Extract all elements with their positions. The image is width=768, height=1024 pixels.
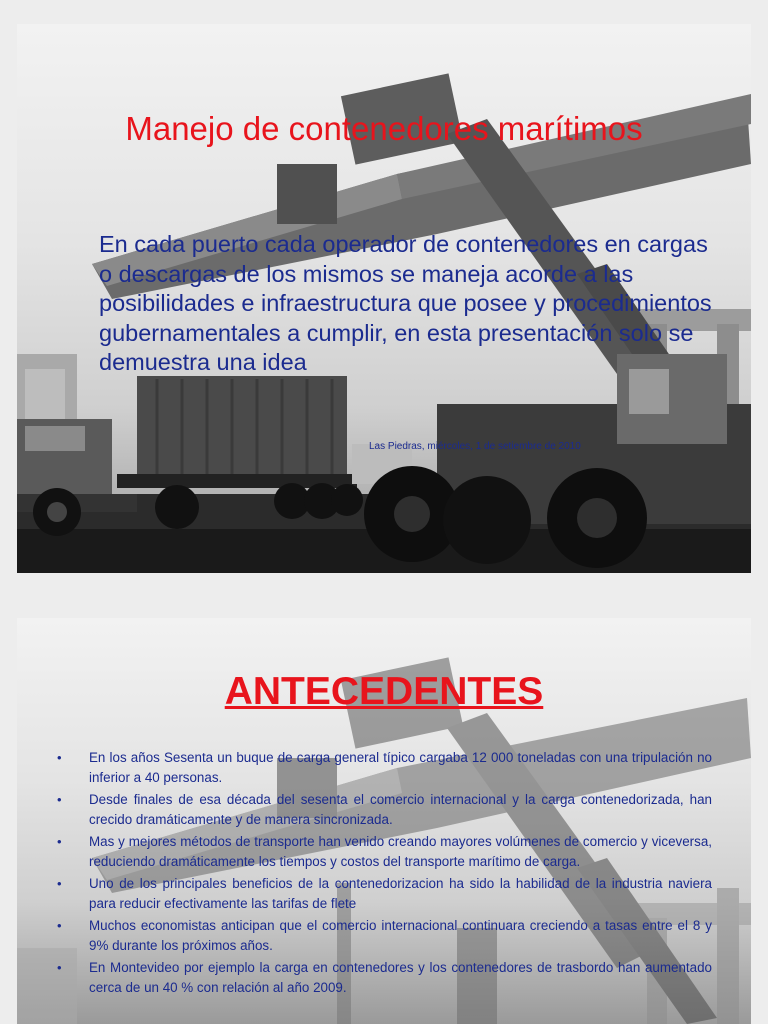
list-item: • En los años Sesenta un buque de carga general típico cargaba 12 000 toneladas con una tripulación no inferior a 40 personas. <box>57 750 712 785</box>
bullet-icon: • <box>57 792 62 807</box>
slide-title: Manejo de contenedores marítimos <box>125 110 643 147</box>
slide-1 <box>17 24 751 573</box>
list-item: • Muchos economistas anticipan que el comercio internacional continuara creciendo a tasas entre el 8 y 9% durante los próximos años. <box>57 918 712 953</box>
slide-2 <box>17 618 751 1024</box>
bullet-icon: • <box>57 750 62 765</box>
list-item: • En Montevideo por ejemplo la carga en contenedores y los contenedores de trasbordo han aumentado cerca de un 40 % con relación al año 2009. <box>57 960 712 995</box>
bullet-icon: • <box>57 960 62 975</box>
bullet-icon: • <box>57 834 62 849</box>
slide-date: Las Piedras, miércoles, 1 de setiembre de 2010 <box>369 441 581 452</box>
slide-body-text: En cada puerto cada operador de contenedores en cargas o descargas de los mismos se maneja acorde a las posibilidades e infraestructura que posee y procedimientos gubernamentales a cumplir, en esta presentación solo se demuestra una idea <box>99 231 712 375</box>
bullet-list <box>57 748 712 1000</box>
list-item: • Uno de los principales beneficios de la contenedorizacion ha sido la habilidad de la industria naviera para reducir efectivamente las tarifas de flete <box>57 876 712 911</box>
bullet-icon: • <box>57 876 62 891</box>
list-item: • Desde finales de esa década del sesenta el comercio internacional y la carga contenedorizada, han crecido dramáticamente y de manera sincronizada. <box>57 792 712 827</box>
bullet-icon: • <box>57 918 62 933</box>
slide-title: ANTECEDENTES <box>224 670 544 713</box>
list-item: • Mas y mejores métodos de transporte han venido creando mayores volúmenes de comercio y viceversa, reduciendo dramáticamente los tiempos y costos del transporte marítimo de carga. <box>57 834 712 869</box>
